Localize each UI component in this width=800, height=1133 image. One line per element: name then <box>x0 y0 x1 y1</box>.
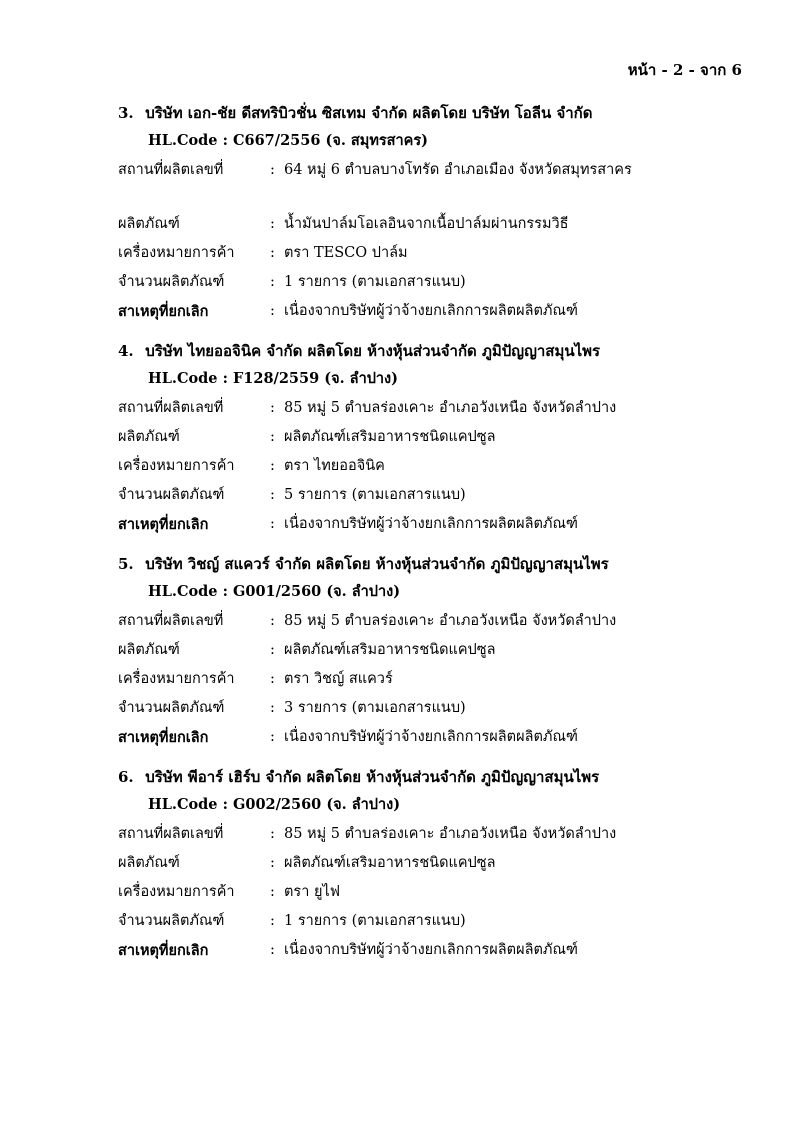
quantity-value: 1 รายการ (ตามเอกสารแนบ) <box>284 913 466 929</box>
entry-heading <box>118 338 758 364</box>
entry-company: บริษัท พีอาร์ เฮิร์บ จำกัด ผลิตโดย ห้างหุ้นส่วนจำกัด ภูมิปัญญาสมุนไพร <box>145 768 600 786</box>
hl-code: HL.Code : G001/2560 (จ. ลำปาง) <box>148 583 401 600</box>
location-value: 64 หมู่ 6 ตำบลบางโทรัด อำเภอเมือง จังหวัดสมุทรสาคร <box>284 162 632 178</box>
colon: : <box>270 162 275 178</box>
product-row <box>118 210 758 239</box>
brand-row <box>118 239 758 268</box>
quantity-label: จำนวนผลิตภัณฑ์ <box>118 274 225 290</box>
reason-value: เนื่องจากบริษัทผู้ว่าจ้างยกเลิกการผลิตผลิตภัณฑ์ <box>284 303 578 319</box>
reason-label: สาเหตุที่ยกเลิก <box>118 303 209 320</box>
quantity-row <box>118 694 758 723</box>
colon: : <box>270 216 275 232</box>
brand-value: ตรา ยูไฟ <box>284 884 341 900</box>
reason-row <box>118 936 758 965</box>
location-row <box>118 394 758 423</box>
quantity-row <box>118 268 758 297</box>
brand-value: ตรา ไทยออจินิค <box>284 458 385 474</box>
brand-label: เครื่องหมายการค้า <box>118 671 235 687</box>
product-row <box>118 423 758 452</box>
location-label: สถานที่ผลิตเลขที่ <box>118 826 224 842</box>
colon: : <box>270 884 275 900</box>
reason-value: เนื่องจากบริษัทผู้ว่าจ้างยกเลิกการผลิตผลิตภัณฑ์ <box>284 729 578 745</box>
product-label: ผลิตภัณฑ์ <box>118 642 180 658</box>
location-label: สถานที่ผลิตเลขที่ <box>118 400 224 416</box>
colon: : <box>270 516 275 532</box>
colon: : <box>270 245 275 261</box>
entry-list <box>118 100 758 965</box>
colon: : <box>270 400 275 416</box>
reason-label: สาเหตุที่ยกเลิก <box>118 516 209 533</box>
entry-3 <box>118 100 758 326</box>
location-value: 85 หมู่ 5 ตำบลร่องเคาะ อำเภอวังเหนือ จังหวัดลำปาง <box>284 826 617 842</box>
entry-6 <box>118 764 758 965</box>
product-value: น้ำมันปาล์มโอเลอินจากเนื้อปาล์มผ่านกรรมวิธี <box>284 216 569 232</box>
entry-number: 4. <box>118 342 134 360</box>
brand-row <box>118 665 758 694</box>
product-value: ผลิตภัณฑ์เสริมอาหารชนิดแคปซูล <box>284 429 496 445</box>
reason-row <box>118 723 758 752</box>
colon: : <box>270 942 275 958</box>
brand-label: เครื่องหมายการค้า <box>118 245 235 261</box>
entry-4 <box>118 338 758 539</box>
product-row <box>118 636 758 665</box>
entry-heading <box>118 764 758 790</box>
location-row <box>118 820 758 849</box>
colon: : <box>270 913 275 929</box>
reason-value: เนื่องจากบริษัทผู้ว่าจ้างยกเลิกการผลิตผลิตภัณฑ์ <box>284 516 578 532</box>
colon: : <box>270 487 275 503</box>
brand-label: เครื่องหมายการค้า <box>118 458 235 474</box>
reason-label: สาเหตุที่ยกเลิก <box>118 942 209 959</box>
product-label: ผลิตภัณฑ์ <box>118 429 180 445</box>
quantity-value: 3 รายการ (ตามเอกสารแนบ) <box>284 700 466 716</box>
location-label: สถานที่ผลิตเลขที่ <box>118 162 224 178</box>
colon: : <box>270 671 275 687</box>
quantity-value: 1 รายการ (ตามเอกสารแนบ) <box>284 274 466 290</box>
colon: : <box>270 303 275 319</box>
entry-5 <box>118 551 758 752</box>
colon: : <box>270 642 275 658</box>
brand-value: ตรา วิชญ์ สแควร์ <box>284 671 393 687</box>
location-value: 85 หมู่ 5 ตำบลร่องเคาะ อำเภอวังเหนือ จังหวัดลำปาง <box>284 400 617 416</box>
reason-row <box>118 297 758 326</box>
entry-heading <box>118 551 758 577</box>
colon: : <box>270 458 275 474</box>
brand-row <box>118 452 758 481</box>
reason-label: สาเหตุที่ยกเลิก <box>118 729 209 746</box>
colon: : <box>270 855 275 871</box>
quantity-label: จำนวนผลิตภัณฑ์ <box>118 700 225 716</box>
brand-row <box>118 878 758 907</box>
product-value: ผลิตภัณฑ์เสริมอาหารชนิดแคปซูล <box>284 642 496 658</box>
colon: : <box>270 700 275 716</box>
entry-company: บริษัท วิชญ์ สแควร์ จำกัด ผลิตโดย ห้างหุ้นส่วนจำกัด ภูมิปัญญาสมุนไพร <box>145 555 609 573</box>
entry-heading <box>118 100 758 126</box>
location-row <box>118 156 758 185</box>
colon: : <box>270 729 275 745</box>
entry-number: 3. <box>118 104 134 122</box>
quantity-row <box>118 907 758 936</box>
colon: : <box>270 429 275 445</box>
product-row <box>118 849 758 878</box>
page-number: หน้า - 2 - จาก 6 <box>627 61 742 79</box>
location-label: สถานที่ผลิตเลขที่ <box>118 613 224 629</box>
entry-company: บริษัท เอก-ชัย ดีสทริบิวชั่น ซิสเทม จำกัด ผลิตโดย บริษัท โอลีน จำกัด <box>145 104 593 122</box>
hl-code: HL.Code : G002/2560 (จ. ลำปาง) <box>148 796 401 813</box>
quantity-value: 5 รายการ (ตามเอกสารแนบ) <box>284 487 466 503</box>
quantity-label: จำนวนผลิตภัณฑ์ <box>118 913 225 929</box>
entry-number: 6. <box>118 768 134 786</box>
hl-code: HL.Code : C667/2556 (จ. สมุทรสาคร) <box>148 132 429 149</box>
colon: : <box>270 613 275 629</box>
colon: : <box>270 274 275 290</box>
brand-value: ตรา TESCO ปาล์ม <box>284 245 408 261</box>
product-label: ผลิตภัณฑ์ <box>118 216 180 232</box>
hl-code: HL.Code : F128/2559 (จ. ลำปาง) <box>148 370 398 387</box>
quantity-row <box>118 481 758 510</box>
brand-label: เครื่องหมายการค้า <box>118 884 235 900</box>
product-label: ผลิตภัณฑ์ <box>118 855 180 871</box>
location-value: 85 หมู่ 5 ตำบลร่องเคาะ อำเภอวังเหนือ จังหวัดลำปาง <box>284 613 617 629</box>
entry-company: บริษัท ไทยออจินิค จำกัด ผลิตโดย ห้างหุ้นส่วนจำกัด ภูมิปัญญาสมุนไพร <box>145 342 601 360</box>
location-row <box>118 607 758 636</box>
product-value: ผลิตภัณฑ์เสริมอาหารชนิดแคปซูล <box>284 855 496 871</box>
quantity-label: จำนวนผลิตภัณฑ์ <box>118 487 225 503</box>
reason-row <box>118 510 758 539</box>
colon: : <box>270 826 275 842</box>
entry-number: 5. <box>118 555 134 573</box>
reason-value: เนื่องจากบริษัทผู้ว่าจ้างยกเลิกการผลิตผลิตภัณฑ์ <box>284 942 578 958</box>
